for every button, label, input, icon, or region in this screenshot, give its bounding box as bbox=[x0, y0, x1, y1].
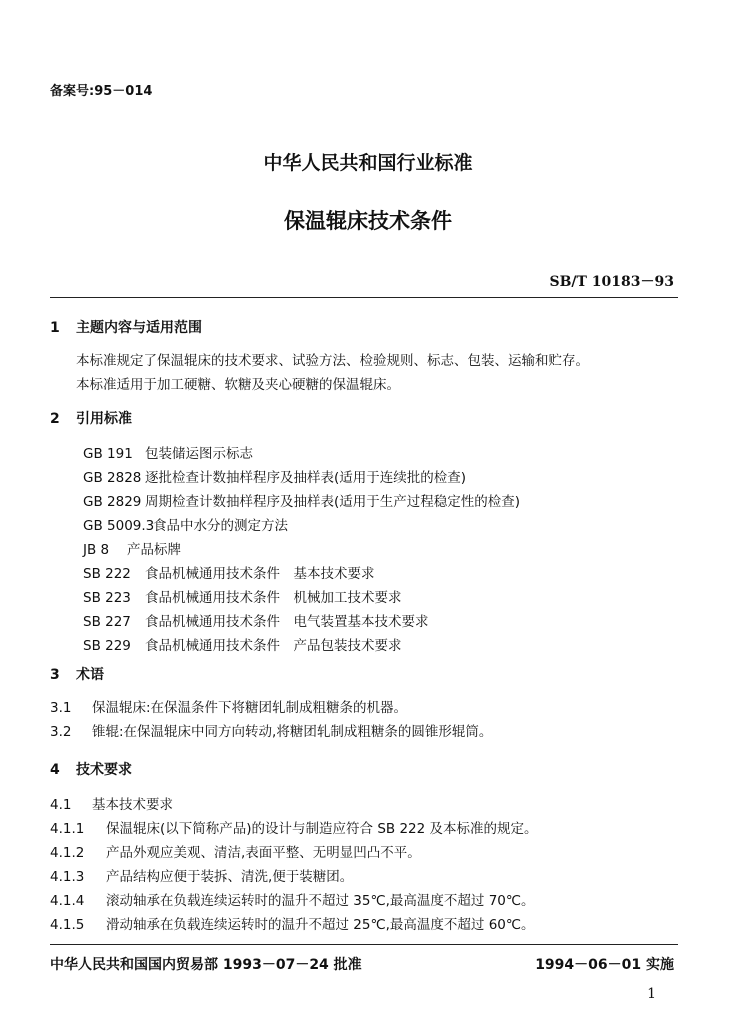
reference-item bbox=[83, 490, 520, 510]
standard-category: 中华人民共和国行业标准 bbox=[263, 152, 473, 174]
reference-code: SB 222 bbox=[83, 566, 131, 582]
section-title: 引用标准 bbox=[76, 411, 132, 427]
clause-number: 4.1.1 bbox=[50, 821, 85, 837]
reference-item bbox=[83, 562, 375, 582]
reference-name: 产品标牌 bbox=[127, 542, 181, 558]
reference-code: SB 227 bbox=[83, 614, 131, 630]
clause-number: 4.1.4 bbox=[50, 893, 85, 909]
clause-text: 产品结构应便于装拆、清洗,便于装糖团。 bbox=[106, 869, 354, 885]
section-4-heading bbox=[50, 759, 132, 779]
page-number: 1 bbox=[647, 986, 656, 1002]
reference-name: 食品机械通用技术条件 产品包装技术要求 bbox=[145, 638, 402, 654]
reference-item bbox=[83, 634, 402, 654]
footer-divider bbox=[50, 944, 678, 945]
clause bbox=[50, 841, 421, 861]
clause-text: 滚动轴承在负载连续运转时的温升不超过 35℃,最高温度不超过 70℃。 bbox=[106, 893, 535, 909]
clause-text: 保温辊床(以下简称产品)的设计与制造应符合 SB 222 及本标准的规定。 bbox=[106, 821, 538, 837]
clause-number: 3.1 bbox=[50, 700, 72, 716]
reference-name: 周期检查计数抽样程序及抽样表(适用于生产过程稳定性的检查) bbox=[145, 494, 521, 510]
reference-code: JB 8 bbox=[83, 542, 110, 558]
reference-item bbox=[83, 538, 181, 558]
reference-code: GB 2829 bbox=[83, 494, 142, 510]
clause bbox=[50, 696, 407, 716]
section-3-heading bbox=[50, 664, 104, 684]
implementation-date: 1994－06－01 实施 bbox=[535, 957, 674, 973]
section-number: 2 bbox=[50, 411, 60, 427]
reference-code: SB 229 bbox=[83, 638, 131, 654]
section-title: 主题内容与适用范围 bbox=[76, 320, 202, 336]
reference-code: GB 5009.3 bbox=[83, 518, 155, 534]
reference-name: 食品机械通用技术条件 电气装置基本技术要求 bbox=[145, 614, 429, 630]
registration-number: 备案号:95－014 bbox=[50, 84, 153, 99]
reference-item bbox=[83, 466, 466, 486]
reference-name: 包装储运图示标志 bbox=[145, 446, 253, 462]
section-number: 4 bbox=[50, 762, 60, 778]
section-title: 技术要求 bbox=[76, 762, 132, 778]
section-2-heading bbox=[50, 408, 132, 428]
section-number: 3 bbox=[50, 667, 60, 683]
clause-number: 4.1.5 bbox=[50, 917, 85, 933]
clause bbox=[50, 720, 492, 740]
clause bbox=[50, 889, 535, 909]
clause-text: 基本技术要求 bbox=[92, 797, 173, 813]
clause bbox=[50, 817, 538, 837]
approval-line: 中华人民共和国国内贸易部 1993－07－24 批准 bbox=[50, 957, 362, 973]
reference-item bbox=[83, 610, 429, 630]
section-title: 术语 bbox=[76, 667, 104, 683]
reference-name: 食品机械通用技术条件 机械加工技术要求 bbox=[145, 590, 402, 606]
clause-text: 滑动轴承在负载连续运转时的温升不超过 25℃,最高温度不超过 60℃。 bbox=[106, 917, 535, 933]
clause-number: 4.1.2 bbox=[50, 845, 85, 861]
section-1-heading bbox=[50, 317, 202, 337]
clause-number: 4.1 bbox=[50, 797, 72, 813]
clause bbox=[50, 865, 353, 885]
document-title: 保温辊床技术条件 bbox=[284, 209, 452, 233]
reference-item bbox=[83, 442, 253, 462]
clause-number: 3.2 bbox=[50, 724, 72, 740]
clause-text: 锥辊:在保温辊床中同方向转动,将糖团轧制成粗糖条的圆锥形辊筒。 bbox=[92, 724, 493, 740]
reference-item bbox=[83, 586, 402, 606]
reference-code: GB 2828 bbox=[83, 470, 142, 486]
clause bbox=[50, 793, 173, 813]
header-divider bbox=[50, 297, 678, 298]
clause-text: 保温辊床:在保温条件下将糖团轧制成粗糖条的机器。 bbox=[92, 700, 408, 716]
reference-name: 食品中水分的测定方法 bbox=[153, 518, 288, 534]
reference-code: GB 191 bbox=[83, 446, 133, 462]
standard-code: SB/T 10183－93 bbox=[549, 274, 674, 290]
reference-item bbox=[83, 514, 288, 534]
clause-text: 产品外观应美观、清洁,表面平整、无明显凹凸不平。 bbox=[106, 845, 421, 861]
paragraph: 本标准适用于加工硬糖、软糖及夹心硬糖的保温辊床。 bbox=[76, 377, 400, 393]
reference-code: SB 223 bbox=[83, 590, 131, 606]
paragraph: 本标准规定了保温辊床的技术要求、试验方法、检验规则、标志、包装、运输和贮存。 bbox=[76, 353, 589, 369]
reference-name: 逐批检查计数抽样程序及抽样表(适用于连续批的检查) bbox=[145, 470, 467, 486]
reference-name: 食品机械通用技术条件 基本技术要求 bbox=[145, 566, 375, 582]
clause bbox=[50, 913, 535, 933]
clause-number: 4.1.3 bbox=[50, 869, 85, 885]
section-number: 1 bbox=[50, 320, 60, 336]
